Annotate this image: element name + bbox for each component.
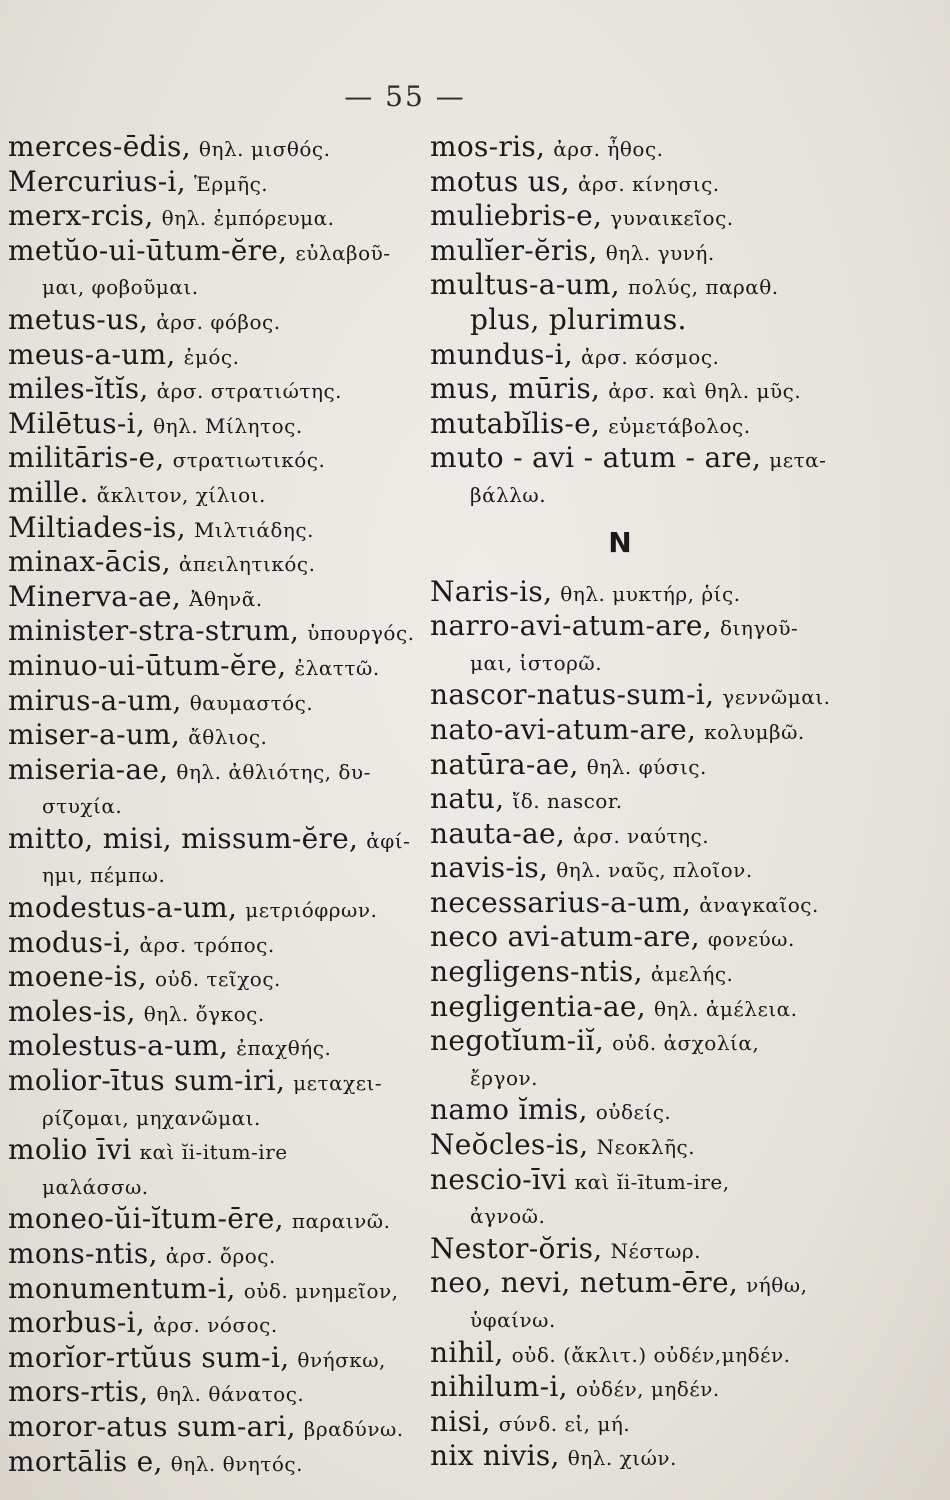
latin-headword: mundus-i, xyxy=(430,337,573,371)
latin-headword: narro-avi-atum-are, xyxy=(430,609,712,643)
dictionary-entry xyxy=(430,886,945,921)
greek-translation: θνήσκω, xyxy=(297,1347,386,1372)
greek-translation: γεννῶμαι. xyxy=(722,685,831,710)
greek-translation: οὐδ. τεῖχος. xyxy=(154,967,281,992)
latin-headword: miseria-ae, xyxy=(8,752,169,786)
greek-translation: βραδύνω. xyxy=(303,1416,404,1441)
dictionary-entry xyxy=(430,575,945,610)
greek-translation: οὐδ. (ἄκλιτ.) οὐδέν,μηδέν. xyxy=(511,1342,791,1367)
dictionary-entry xyxy=(430,303,945,338)
greek-translation: νήθω, xyxy=(746,1273,808,1298)
dictionary-entry xyxy=(430,1232,945,1267)
dictionary-entry xyxy=(430,817,945,852)
greek-translation: στρατιωτικός. xyxy=(172,448,326,473)
dictionary-entry xyxy=(430,1405,945,1440)
latin-headword: Minerva-ae, xyxy=(8,579,182,613)
dictionary-entry xyxy=(8,1375,433,1410)
dictionary-entry xyxy=(8,407,433,442)
dictionary-entry xyxy=(8,1133,433,1168)
greek-translation: εὐμετάβολος. xyxy=(608,413,751,438)
latin-headword: neo, nevi, netum-ēre, xyxy=(430,1266,739,1300)
greek-translation: ἴδ. nascor. xyxy=(512,789,623,814)
dictionary-entry xyxy=(8,1306,433,1341)
dictionary-entry xyxy=(430,338,945,373)
greek-translation: ἐμός. xyxy=(183,344,240,369)
greek-translation: θηλ. φύσις. xyxy=(586,754,707,779)
dictionary-entry xyxy=(8,1202,433,1237)
dictionary-entry xyxy=(430,1370,945,1405)
dictionary-entry xyxy=(430,130,945,165)
dictionary-entry xyxy=(8,199,433,234)
dictionary-entry xyxy=(430,920,945,955)
greek-translation: Νεοκλῆς. xyxy=(596,1135,696,1160)
greek-translation: θηλ. θάνατος. xyxy=(156,1382,305,1407)
dictionary-entry xyxy=(430,1059,945,1094)
dictionary-entry xyxy=(8,753,433,788)
left-column xyxy=(8,130,433,1479)
greek-translation: καὶ ĭi-ītum-ire, xyxy=(574,1169,730,1194)
latin-headword: modestus-a-um, xyxy=(8,891,238,925)
dictionary-entry xyxy=(8,856,433,891)
greek-translation: ἀρσ. κόσμος. xyxy=(580,344,720,369)
dictionary-entry xyxy=(430,1336,945,1371)
greek-translation: ἀρσ. τρόπος. xyxy=(139,932,275,957)
dictionary-entry xyxy=(8,1029,433,1064)
greek-translation: πολύς, παραθ. xyxy=(627,275,779,300)
latin-headword: mus, mūris, xyxy=(430,372,601,406)
latin-headword: militāris-e, xyxy=(8,441,165,475)
latin-headword: muliebris-e, xyxy=(430,199,603,233)
dictionary-entry xyxy=(8,1099,433,1134)
dictionary-entry xyxy=(8,787,433,822)
dictionary-entry xyxy=(8,1272,433,1307)
dictionary-entry xyxy=(8,891,433,926)
greek-translation: φονεύω. xyxy=(707,927,795,952)
dictionary-entry xyxy=(8,234,433,269)
greek-translation: θηλ. θνητός. xyxy=(170,1451,303,1476)
latin-headword: moror-atus sum-ari, xyxy=(8,1409,296,1443)
latin-headword: modus-i, xyxy=(8,925,132,959)
latin-headword: nauta-ae, xyxy=(430,816,566,850)
latin-headword: minuo-ui-ūtum-ĕre, xyxy=(8,648,287,682)
latin-headword: meus-a-um, xyxy=(8,337,176,371)
dictionary-entry xyxy=(430,372,945,407)
dictionary-entry xyxy=(430,990,945,1025)
dictionary-entry xyxy=(430,407,945,442)
latin-headword: molio īvi xyxy=(8,1133,132,1167)
greek-translation: Νέστωρ. xyxy=(610,1238,701,1263)
latin-headword: Miltiades-is, xyxy=(8,510,186,544)
dictionary-entry xyxy=(8,372,433,407)
dictionary-entry xyxy=(430,678,945,713)
dictionary-entry xyxy=(430,234,945,269)
latin-headword: nihil, xyxy=(430,1335,504,1369)
greek-translation: εὐλαβοῦ- xyxy=(295,240,391,265)
dictionary-entry xyxy=(430,1163,945,1198)
dictionary-entry xyxy=(430,1093,945,1128)
greek-translation: ἀρσ. ὄρος. xyxy=(165,1244,276,1268)
greek-translation: ἀρσ. φόβος. xyxy=(156,309,281,334)
greek-translation: μεταχει- xyxy=(293,1071,383,1096)
latin-headword: moneo-ŭi-ĭtum-ēre, xyxy=(8,1202,284,1236)
latin-headword: mortālis e, xyxy=(8,1444,163,1478)
greek-translation: ἀρσ. ἦθος. xyxy=(553,137,664,161)
dictionary-entry xyxy=(8,130,433,165)
dictionary-entry xyxy=(8,476,433,511)
latin-headword: necessarius-a-um, xyxy=(430,885,692,919)
latin-headword: miles-ĭtĭs, xyxy=(8,372,149,406)
latin-headword: morĭor-rtŭus sum-i, xyxy=(8,1340,290,1374)
greek-translation: ἀρσ. κίνησις. xyxy=(577,171,720,196)
latin-headword: negotĭum-iĭ, xyxy=(430,1024,605,1058)
greek-translation: ημι, πέμπω. xyxy=(42,863,166,888)
latin-headword: minax-ācis, xyxy=(8,545,171,579)
greek-translation: ἀρσ. στρατιώτης. xyxy=(156,379,343,404)
greek-translation: μετριόφρων. xyxy=(245,898,378,923)
greek-translation: ὑφαίνω. xyxy=(470,1308,556,1332)
latin-headword: Naris-is, xyxy=(430,574,553,608)
greek-translation: Ἀθηνᾶ. xyxy=(189,586,263,611)
dictionary-entry xyxy=(8,1237,433,1272)
dictionary-entry xyxy=(8,338,433,373)
dictionary-entry xyxy=(8,268,433,303)
latin-headword: nihilum-i, xyxy=(430,1370,568,1404)
latin-headword: natūra-ae, xyxy=(430,747,579,781)
dictionary-entry xyxy=(8,303,433,338)
latin-headword: miser-a-um, xyxy=(8,718,181,752)
dictionary-entry xyxy=(8,822,433,857)
latin-headword: natu, xyxy=(430,782,505,816)
dictionary-entry xyxy=(430,476,945,511)
dictionary-entry xyxy=(430,165,945,200)
latin-headword: moene-is, xyxy=(8,960,147,994)
dictionary-entry xyxy=(8,684,433,719)
dictionary-entry xyxy=(8,1341,433,1376)
dictionary-entry xyxy=(8,718,433,753)
greek-translation: θηλ. ναῦς, πλοῖον. xyxy=(556,858,753,883)
dictionary-entry xyxy=(430,1439,945,1474)
greek-translation: θηλ. μυκτήρ, ῥίς. xyxy=(560,581,741,606)
latin-headword: nescio-īvi xyxy=(430,1162,567,1196)
greek-translation: οὐδέν, μηδέν. xyxy=(575,1377,720,1402)
greek-translation: ρίζομαι, μηχανῶμαι. xyxy=(42,1105,261,1130)
latin-headword: motus us, xyxy=(430,164,570,198)
dictionary-entry xyxy=(430,782,945,817)
greek-translation: παραινῶ. xyxy=(291,1209,391,1234)
latin-headword: nisi, xyxy=(430,1404,491,1438)
dictionary-entry xyxy=(8,441,433,476)
latin-headword: minister-stra-strum, xyxy=(8,614,300,648)
dictionary-entry xyxy=(8,926,433,961)
latin-headword: monumentum-i, xyxy=(8,1271,236,1305)
greek-translation: σύνδ. εἰ, μή. xyxy=(498,1411,631,1436)
greek-translation: θηλ. χιών. xyxy=(567,1446,677,1471)
dictionary-entry xyxy=(430,441,945,476)
latin-headword: mos-ris, xyxy=(430,130,546,163)
greek-translation: ἄκλιτον, χίλιοι. xyxy=(96,482,266,507)
greek-translation: θηλ. Μίλητος. xyxy=(153,413,303,438)
dictionary-entry xyxy=(430,1024,945,1059)
dictionary-entry xyxy=(430,268,945,303)
greek-translation: ἄθλιος. xyxy=(188,725,268,750)
greek-translation: θηλ. ἐμπόρευμα. xyxy=(161,206,335,231)
latin-headword: merx-rcis, xyxy=(8,199,154,233)
greek-translation: ἔργον. xyxy=(470,1065,538,1090)
dictionary-entry xyxy=(430,1128,945,1163)
dictionary-entry xyxy=(430,1266,945,1301)
latin-headword: metŭo-ui-ūtum-ĕre, xyxy=(8,233,288,267)
greek-translation: καὶ ĭi-itum-ire xyxy=(139,1140,288,1165)
greek-translation: κολυμβῶ. xyxy=(704,719,805,744)
latin-headword: multus-a-um, xyxy=(430,268,620,302)
latin-headword: negligentia-ae, xyxy=(430,989,646,1023)
dictionary-entry xyxy=(8,995,433,1030)
greek-translation: μαι, ἱστορῶ. xyxy=(470,650,603,675)
latin-headword: metus-us, xyxy=(8,302,149,336)
dictionary-entry xyxy=(8,614,433,649)
dictionary-entry xyxy=(430,644,945,679)
latin-headword: molior-ītus sum-iri, xyxy=(8,1064,286,1098)
latin-headword: mitto, misi, missum-ĕre, xyxy=(8,821,359,855)
latin-headword: navis-is, xyxy=(430,851,549,885)
right-column xyxy=(430,130,945,1474)
dictionary-entry xyxy=(430,748,945,783)
greek-translation: στυχία. xyxy=(42,794,123,819)
dictionary-entry xyxy=(8,580,433,615)
latin-headword: Mercurius-i, xyxy=(8,164,186,198)
greek-translation: Ἑρμῆς. xyxy=(194,171,269,196)
greek-translation: μετα- xyxy=(769,448,827,473)
greek-translation: ἀπειλητικός. xyxy=(178,552,316,577)
latin-headword: muto - avi - atum - are, xyxy=(430,441,762,475)
dictionary-entry xyxy=(8,649,433,684)
latin-headword: Milētus-i, xyxy=(8,406,146,440)
latin-headword: mors-rtis, xyxy=(8,1375,149,1409)
greek-translation: θηλ. μισθός. xyxy=(198,137,331,161)
greek-translation: θαυμαστός. xyxy=(189,690,314,715)
greek-translation: ἀφί- xyxy=(366,828,411,853)
greek-translation: Μιλτιάδης. xyxy=(193,517,314,542)
latin-headword: mons-ntis, xyxy=(8,1237,158,1270)
dictionary-entry xyxy=(8,1410,433,1445)
latin-headword: plus, plurimus. xyxy=(470,302,687,336)
dictionary-entry xyxy=(8,1064,433,1099)
latin-headword: namo ĭmis, xyxy=(430,1093,588,1127)
latin-headword: mulĭer-ĕris, xyxy=(430,233,598,267)
latin-headword: mille. xyxy=(8,475,89,509)
greek-translation: ἐπαχθής. xyxy=(236,1036,332,1061)
dictionary-entry xyxy=(430,199,945,234)
greek-translation: οὐδ. ἀσχολία, xyxy=(612,1031,760,1056)
greek-translation: ὑπουργός. xyxy=(307,621,415,646)
greek-translation: ἀγνοῶ. xyxy=(470,1204,546,1229)
latin-headword: morbus-i, xyxy=(8,1306,146,1340)
greek-translation: θηλ. ἀμέλεια. xyxy=(654,996,798,1021)
greek-translation: θηλ. ὄγκος. xyxy=(143,1001,265,1026)
dictionary-entry xyxy=(430,609,945,644)
latin-headword: neco avi-atum-are, xyxy=(430,920,700,954)
latin-headword: moles-is, xyxy=(8,994,136,1028)
greek-translation: γυναικεῖος. xyxy=(610,206,734,231)
dictionary-entry xyxy=(8,1445,433,1480)
letter-heading: N xyxy=(608,525,632,559)
latin-headword: Nestor-ŏris, xyxy=(430,1231,603,1265)
latin-headword: nascor-natus-sum-i, xyxy=(430,678,715,712)
latin-headword: negligens-ntis, xyxy=(430,955,643,989)
greek-translation: ἀναγκαῖος. xyxy=(699,892,819,917)
latin-headword: merces-ēdis, xyxy=(8,130,191,163)
greek-translation: μαι, φοβοῦμαι. xyxy=(42,275,199,300)
latin-headword: mirus-a-um, xyxy=(8,683,182,717)
latin-headword: nix nivis, xyxy=(430,1439,560,1473)
greek-translation: διηγοῦ- xyxy=(719,616,799,641)
dictionary-entry xyxy=(8,1168,433,1203)
greek-translation: θηλ. γυνή. xyxy=(605,240,715,265)
greek-translation: βάλλω. xyxy=(470,482,547,507)
dictionary-entry xyxy=(8,511,433,546)
greek-translation: ἐλαττῶ. xyxy=(294,655,380,680)
greek-translation: ἀμελής. xyxy=(650,962,734,987)
dictionary-entry xyxy=(430,851,945,886)
greek-translation: οὐδείς. xyxy=(595,1100,672,1125)
greek-translation: μαλάσσω. xyxy=(42,1174,149,1199)
greek-translation: θηλ. ἀθλιότης, δυ- xyxy=(176,759,371,784)
greek-translation: οὐδ. μνημεῖον, xyxy=(243,1278,399,1303)
greek-translation: ἀρσ. νόσος. xyxy=(153,1313,278,1338)
dictionary-entry xyxy=(8,165,433,200)
greek-translation: ἀρσ. ναύτης. xyxy=(573,823,710,848)
dictionary-entry xyxy=(430,1197,945,1232)
latin-headword: Neŏcles-is, xyxy=(430,1128,589,1162)
dictionary-entry xyxy=(430,713,945,748)
dictionary-entry xyxy=(430,955,945,990)
latin-headword: molestus-a-um, xyxy=(8,1029,229,1063)
page-number: — 55 — xyxy=(344,80,466,113)
latin-headword: nato-avi-atum-are, xyxy=(430,712,697,746)
dictionary-entry xyxy=(8,545,433,580)
greek-translation: ἀρσ. καὶ θηλ. μῦς. xyxy=(608,379,802,404)
dictionary-entry xyxy=(8,960,433,995)
latin-headword: mutabĭlis-e, xyxy=(430,406,601,440)
dictionary-entry xyxy=(430,1301,945,1336)
